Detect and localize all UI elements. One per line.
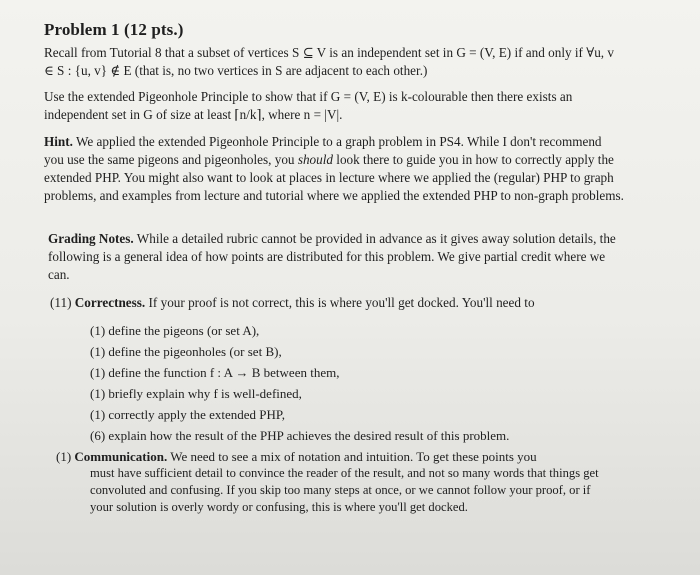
correctness-points: (11) (50, 295, 72, 310)
problem-title: Problem 1 (12 pts.) (44, 20, 184, 39)
hint-paragraph (44, 133, 624, 205)
grading-notes (48, 230, 623, 284)
rubric-item: (1) define the pigeonholes (or set B), (90, 344, 282, 359)
communication-first-line: We need to see a mix of notation and intuition. To get these points you (170, 449, 537, 464)
correctness-rubric-list (90, 320, 570, 446)
correctness-label: Correctness. (74, 295, 146, 310)
communication-section (56, 448, 616, 516)
rubric-item: (6) explain how the result of the PHP achieves the desired result of this problem. (90, 428, 510, 443)
hint-label: Hint. (44, 134, 73, 149)
hint-emphasis: should (297, 152, 333, 167)
rubric-item: (1) define the function f : A → B between them, (90, 365, 340, 380)
problem-intro: Recall from Tutorial 8 that a subset of vertices S ⊆ V is an independent set in G = (V, E) if and only if ∀u, v ∈ S : {u, v} ∉ E (that is, no two vertices in S are adjacent to each other.) (44, 45, 614, 78)
hint-text-after: look there to guide you in how to correctly apply the extended PHP. You might also want to look at places in lecture where we applied the (regular) PHP to graph problems, and examples from lecture and tutorial where we applied the extended PHP to non-graph problems. (44, 152, 624, 203)
rubric-item: (1) define the pigeons (or set A), (90, 323, 260, 338)
communication-points: (1) (56, 449, 72, 464)
grading-text: While a detailed rubric cannot be provided in advance as it gives away solution details, the following is a general idea of how points are distributed for this problem. We give partial credit where we can. (48, 231, 616, 282)
rubric-item: (1) briefly explain why f is well-defined, (90, 386, 302, 401)
communication-heading (56, 448, 616, 465)
grading-label: Grading Notes. (48, 231, 134, 246)
correctness-heading (50, 294, 620, 312)
correctness-text: If your proof is not correct, this is where you'll get docked. You'll need to (148, 295, 535, 310)
communication-text: must have sufficient detail to convince the reader of the result, and not so many words that things get convoluted and confusing. If you skip too many steps at once, or we cannot follow your proof, or if your solution is overly wordy or confusing, this is where you'll get docked. (90, 466, 599, 514)
communication-label: Communication. (74, 449, 168, 464)
hint-text-before: We applied the extended Pigeonhole Principle to a graph problem in PS4. While I don't recommend you use the same pigeons and pigeonholes, you (44, 134, 602, 167)
rubric-item: (1) correctly apply the extended PHP, (90, 407, 285, 422)
problem-task: Use the extended Pigeonhole Principle to show that if G = (V, E) is k-colourable then there exists an independent set in G of size at least ⌈n/k⌉, where n = |V|. (44, 89, 573, 122)
